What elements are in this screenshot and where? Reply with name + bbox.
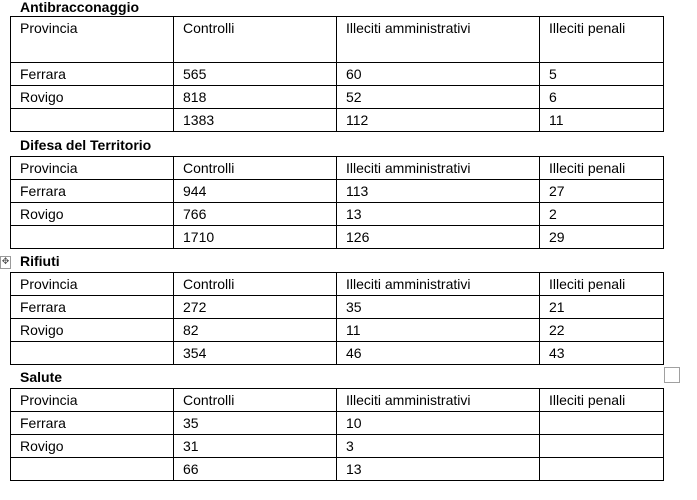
table-cell[interactable]: 13 [337,458,540,481]
table-cell[interactable] [11,109,174,132]
table-cell[interactable] [11,342,174,365]
table-cell[interactable]: 354 [174,342,337,365]
table-header-row [11,17,664,63]
header-cell[interactable]: Controlli [174,17,337,63]
table-cell[interactable]: Rovigo [11,319,174,342]
table-row [11,180,664,203]
table-cell[interactable]: Ferrara [11,63,174,86]
table-cell[interactable]: 43 [540,342,664,365]
table-cell[interactable]: 1710 [174,226,337,249]
table-antibracconaggio [10,16,664,132]
table-cell[interactable]: 21 [540,296,664,319]
table-cell[interactable]: 46 [337,342,540,365]
table-cell[interactable]: 11 [540,109,664,132]
section-title-antibracconaggio: Antibracconaggio [20,0,140,15]
table-header-row [11,273,664,296]
table-cell[interactable]: 2 [540,203,664,226]
table-cell[interactable]: 6 [540,86,664,109]
table-row [11,435,664,458]
table-cell[interactable]: 5 [540,63,664,86]
header-cell[interactable]: Controlli [174,157,337,180]
table-cell[interactable] [11,226,174,249]
header-cell[interactable]: Provincia [11,389,174,412]
table-cell[interactable]: 944 [174,180,337,203]
table-cell[interactable]: 35 [337,296,540,319]
table-cell[interactable]: 766 [174,203,337,226]
header-cell[interactable]: Illeciti penali [540,389,664,412]
table-cell[interactable]: Rovigo [11,435,174,458]
header-cell[interactable]: Illeciti amministrativi [337,389,540,412]
table-cell[interactable]: 112 [337,109,540,132]
table-cell[interactable] [11,458,174,481]
table-total-row [11,342,664,365]
header-cell[interactable]: Illeciti amministrativi [337,17,540,63]
move-arrows-icon[interactable]: ✥ [1,257,10,267]
table-cell[interactable] [540,458,664,481]
table-total-row [11,109,664,132]
header-cell[interactable]: Illeciti amministrativi [337,273,540,296]
header-cell[interactable]: Illeciti penali [540,273,664,296]
table-cell[interactable]: 22 [540,319,664,342]
section-title-salute: Salute [20,369,63,385]
table-salute [10,388,664,481]
header-cell[interactable]: Illeciti penali [540,157,664,180]
table-cell[interactable] [540,412,664,435]
table-row [11,86,664,109]
table-cell[interactable]: 1383 [174,109,337,132]
table-cell[interactable]: 60 [337,63,540,86]
table-cell[interactable]: Ferrara [11,180,174,203]
table-cell[interactable]: 272 [174,296,337,319]
table-total-row [11,458,664,481]
header-cell[interactable]: Controlli [174,389,337,412]
table-total-row [11,226,664,249]
table-cell[interactable]: 82 [174,319,337,342]
header-cell[interactable]: Provincia [11,17,174,63]
table-cell[interactable]: 29 [540,226,664,249]
section-title-difesa-del-territorio: Difesa del Territorio [20,137,152,153]
table-difesa-del-territorio [10,156,664,249]
table-cell[interactable]: Rovigo [11,86,174,109]
table-cell[interactable]: 818 [174,86,337,109]
table-cell[interactable]: 565 [174,63,337,86]
resize-square-icon[interactable] [664,367,680,383]
table-row [11,412,664,435]
table-cell[interactable]: 3 [337,435,540,458]
header-cell[interactable]: Illeciti amministrativi [337,157,540,180]
table-cell[interactable]: Ferrara [11,296,174,319]
table-cell[interactable]: 31 [174,435,337,458]
table-cell[interactable]: 27 [540,180,664,203]
table-cell[interactable]: 66 [174,458,337,481]
table-cell[interactable]: 113 [337,180,540,203]
table-cell[interactable]: Ferrara [11,412,174,435]
table-row [11,203,664,226]
section-title-rifiuti: Rifiuti [20,253,60,269]
table-rifiuti [10,272,664,365]
table-header-row [11,389,664,412]
table-row [11,63,664,86]
table-cell[interactable]: 11 [337,319,540,342]
header-cell[interactable]: Provincia [11,273,174,296]
header-cell[interactable]: Provincia [11,157,174,180]
table-cell[interactable]: 13 [337,203,540,226]
table-cell[interactable]: 52 [337,86,540,109]
table-cell[interactable]: 10 [337,412,540,435]
header-cell[interactable]: Illeciti penali [540,17,664,63]
table-cell[interactable]: 126 [337,226,540,249]
table-cell[interactable]: Rovigo [11,203,174,226]
table-row [11,296,664,319]
table-row [11,319,664,342]
table-header-row [11,157,664,180]
table-cell[interactable]: 35 [174,412,337,435]
header-cell[interactable]: Controlli [174,273,337,296]
table-cell[interactable] [540,435,664,458]
